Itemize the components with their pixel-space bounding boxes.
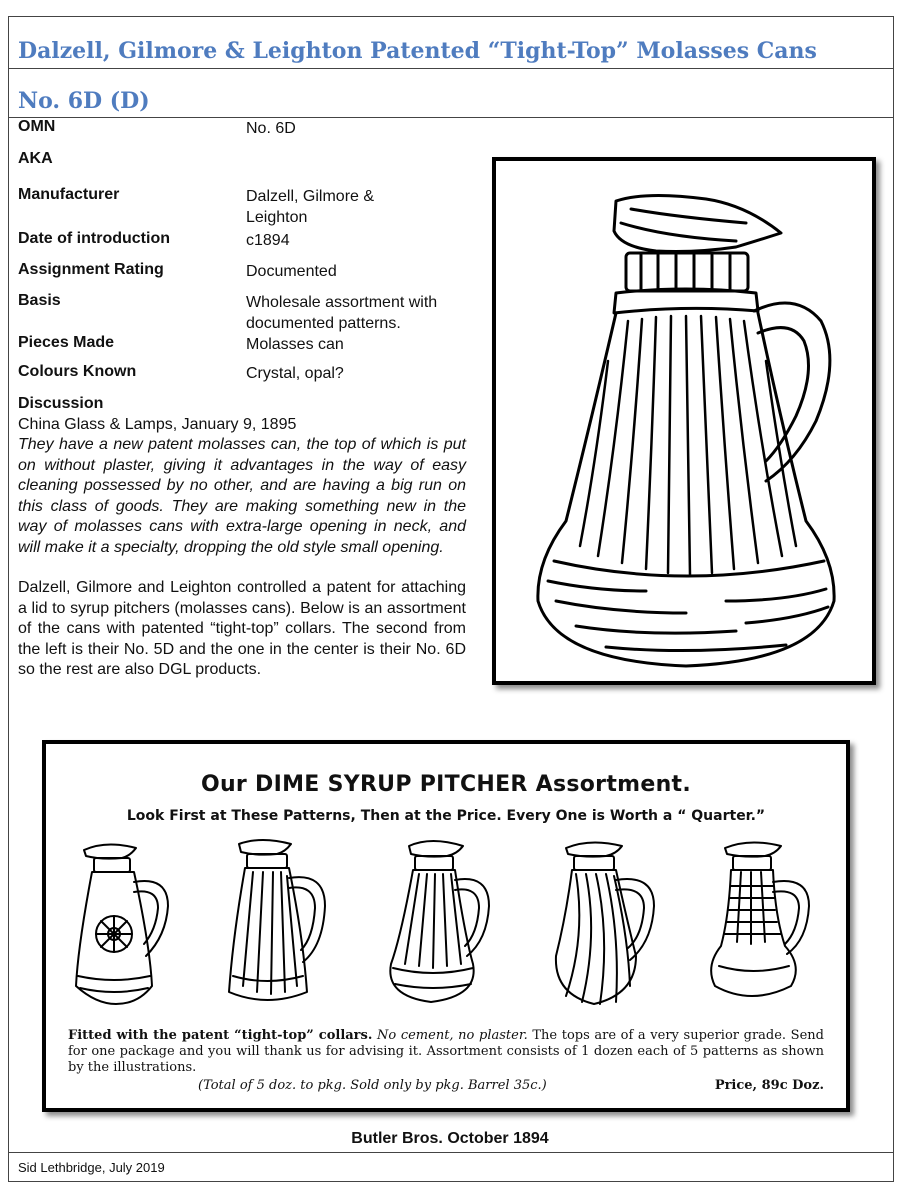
advert-body-rest: The tops are of a very superior grade. Send for one package and you will thank us for advising it. Assortment consists of 1 dozen each of 5 patterns as shown by the illustrations. bbox=[68, 1028, 824, 1075]
property-value: Dalzell, Gilmore & Leighton bbox=[246, 188, 375, 226]
advert-subtitle: Look First at These Patterns, Then at the Price. Every One is Worth a “ Quarter.” bbox=[126, 808, 766, 824]
pitcher-swirl-pattern bbox=[556, 842, 654, 1004]
property-value: No. 6D bbox=[246, 120, 296, 137]
pitcher-ribbed-pattern bbox=[711, 842, 809, 996]
property-value: c1894 bbox=[246, 232, 290, 249]
advert-title: Our DIME SYRUP PITCHER Assortment. bbox=[200, 772, 692, 797]
discussion-section bbox=[18, 394, 466, 681]
property-label: Assignment Rating bbox=[18, 261, 164, 278]
discussion-quote: They have a new patent molasses can, the top of which is put on without plaster, giving it advantages in the way of easy cleaning possessed by no other, and are having a big run on this class of goods. They are making something new in the way of molasses cans with extra-large opening in neck, and will make it a specialty, dropping the old style small opening. bbox=[18, 436, 466, 556]
pitcher-no-6d bbox=[390, 841, 489, 1002]
butler-bros-advert bbox=[42, 740, 850, 1112]
advert-price: Price, 89c Doz. bbox=[714, 1078, 824, 1093]
property-value: Wholesale assortment with documented patterns. bbox=[246, 294, 438, 332]
property-value: Documented bbox=[246, 263, 337, 280]
discussion-heading: Discussion bbox=[18, 395, 104, 412]
advert-body-bold: Fitted with the patent “tight-top” collars. bbox=[68, 1028, 373, 1043]
advert-terms: (Total of 5 doz. to pkg. Sold only by pkg. Barrel 35c.) bbox=[198, 1078, 547, 1093]
advert-body bbox=[68, 1028, 824, 1076]
property-label: Pieces Made bbox=[18, 334, 115, 351]
page-title: Dalzell, Gilmore & Leighton Patented “Tight-Top” Molasses Cans bbox=[18, 38, 817, 64]
discussion-source: China Glass & Lamps, January 9, 1895 bbox=[18, 415, 297, 433]
title-divider bbox=[8, 68, 894, 69]
property-value: Molasses can bbox=[246, 336, 344, 353]
pattern-number-title: No. 6D (D) bbox=[18, 88, 150, 114]
pitcher-daisy-pattern bbox=[76, 844, 168, 1004]
five-pitchers-illustration bbox=[46, 836, 846, 1016]
advert-caption: Butler Bros. October 1894 bbox=[351, 1130, 549, 1147]
molasses-can-illustration bbox=[492, 157, 876, 685]
property-value: Crystal, opal? bbox=[246, 365, 344, 382]
property-label: Manufacturer bbox=[18, 186, 120, 203]
discussion-paragraph: Dalzell, Gilmore and Leighton controlled a patent for attaching a lid to syrup pitchers (molasses cans). Below is an assortment of the cans with patented “tight-top” collars. The second from the left is their No. 5D and the one in the center is their No. 6D so the rest are also DGL products. bbox=[18, 579, 466, 678]
property-label: AKA bbox=[18, 150, 53, 167]
pitcher-no-5d bbox=[229, 840, 325, 1000]
property-label: Basis bbox=[18, 292, 61, 309]
advert-body-italic: No cement, no plaster. bbox=[377, 1028, 528, 1043]
property-label: OMN bbox=[18, 118, 56, 135]
property-label: Date of introduction bbox=[18, 230, 170, 247]
author-footer: Sid Lethbridge, July 2019 bbox=[18, 1160, 165, 1175]
molasses-can-drawing bbox=[496, 161, 872, 681]
footer-divider bbox=[8, 1152, 894, 1153]
property-label: Colours Known bbox=[18, 363, 137, 380]
